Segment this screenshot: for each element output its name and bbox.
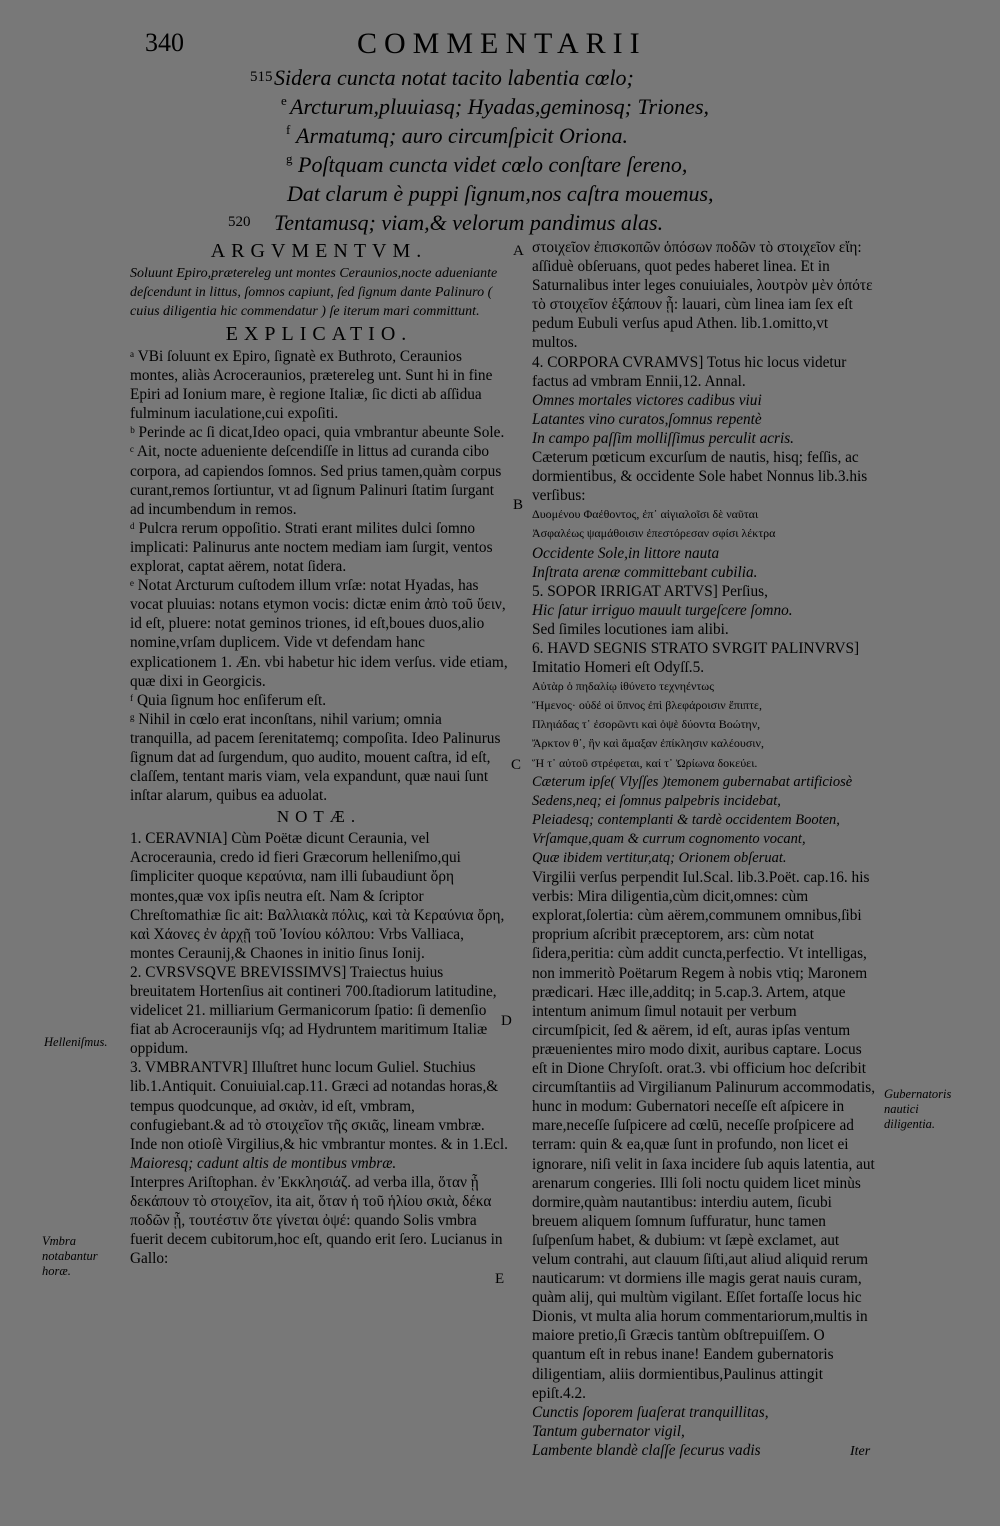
greek-verse: Πληιάδας τ᾽ ἐσορῶντι καὶ ὀψὲ δύοντα Βοώτην, [532,717,761,732]
poem-block [228,63,720,237]
explicatio-paragraph: ᶜ Ait, nocte adueniente deſcendiſſe in littus ad curanda cibo corpora, ad capiendos ſomnos. Sed prius tamen,quàm corpus curant,remos ſortiuntur, vt ad ſignum Palinuri ſtatim ſurgant ad incumbendum in remos. [130,443,502,518]
poem-line [250,92,720,121]
section-heading: ARGVMENTVM. [210,240,428,262]
explicatio-paragraph: ᵈ Pulcra rerum oppoſitio. Strati erant milites dulci ſomno implicati: Palinurus ante noctem mediam iam ſurgit, ventos explorat, captat aërem, notat ſidera. [130,519,493,576]
poem-text: Dat clarum è puppi ſignum,nos caſtra mouemus, [287,181,714,206]
greek-verse: Ἀσφαλέως ψαμάθοισιν ἐπεστόρεσαν σφίσι λέκτρα [532,526,776,541]
running-title: COMMENTARII [357,27,647,60]
quotation-line: Occidente Sole,in littore nauta [532,544,720,562]
quotation-line: Omnes mortales victores cadibus viui [532,391,762,409]
catchword: Iter [850,1444,871,1459]
note-paragraph: Sed ſimiles locutiones iam alibi. [532,620,729,638]
explicatio-paragraph: ᶠ Quia ſignum hoc enſiferum eſt. [130,691,327,709]
poem-text: Sidera cuncta notat tacito labentia cœlo; [274,65,634,90]
note-paragraph: στοιχεῖον ἐπισκοπῶν ὁπόσων ποδῶν τὸ στοιχεῖον εἴη: aſſiduè obſeruans, quot pedes haberet linea. Et in Saturnalibus inter leges conuiuiales, λουτρὸν μὲν ὁπότε τὸ στοιχεῖον ἑξάπουν ᾖ: lauari, cùm linea iam ſex eſt pedum Eubuli verſus apud Athen. lib.1.omitto,vt multos. [532,239,873,352]
margin-letter-a: A [513,243,524,259]
quotation-line: Quæ ibidem vertitur,atq; Orionem obſeruat. [532,850,787,866]
quotation-line: In campo paſſim molliſſimus perculit acris. [532,429,795,447]
margin-note-gubernator: Gubernatoris nautici diligentia. [884,1087,952,1131]
poem-text: Arcturum,pluuiasq; Hyadas,geminosq; Triones, [290,94,710,119]
greek-verse: Ἄρκτον θ᾽, ἣν καὶ ἄμαξαν ἐπίκλησιν καλέουσιν, [532,736,764,751]
greek-verse: Αὐτὰρ ὁ πηδαλίῳ ἰθύνετο τεχνηέντως [532,679,714,694]
greek-verse: Ἥμενος· οὐδέ οἱ ὕπνος ἐπὶ βλεφάροισιν ἔπιπτε, [532,698,762,713]
margin-note-hellenismus: Helleniſmus. [44,1035,108,1049]
explicatio-paragraph: ᵉ Notat Arcturum cuſtodem illum vrſæ: notat Hyadas, has vocat pluuias: notans etymon vocis: dictæ enim ἀπὸ τοῦ ὕειν, id eſt, pluere: notat geminos triones, id eſt,boues duos,alio nomine,vrſam duplicem. Vide vt defendam hanc explicationem 1. Æn. vbi habetur hic idem verſus. vide etiam, quæ dixi in Georgicis. [130,577,508,690]
footnote-marker: e [281,93,287,108]
quotation-line: Hic ſatur irriguo mauult turgeſcere ſomno. [532,601,793,619]
note-paragraph: 3. VMBRANTVR] Illuſtret hunc locum Guliel. Stuchius lib.1.Antiquit. Conuiuial.cap.11. Græci ad notandas horas,& tempus quodcunque, ad σκιὰν, id eſt, vmbram, confugiebant.& ad τὸ στοιχεῖον τῆς σκιᾶς, lineam vmbræ. Inde non otioſè Virgilius,& hic vmbrantur montes. & in 1.Ecl. [130,1059,508,1153]
line-number: 515 [250,69,273,85]
quotation-line: Lambente blandè claſſe ſecurus vadis [532,1441,761,1459]
poem-text: Armatumq; auro circumſpicit Oriona. [296,123,629,148]
quotation-line: Pleiadesq; contemplanti & tardè occidentem Booten, [532,811,840,828]
line-number: 520 [228,214,251,230]
explicatio-paragraph: ᵃ VBi ſoluunt ex Epiro, ſignatè ex Buthroto, Ceraunios montes, aliàs Acroceraunios, prætereleg unt. Sunt hi in fine Epiri ad Ionium mare, è regione Italiæ, ſic dicti ab aſſidua fulminum iaculatione,cui expoſiti. [130,348,493,423]
poem-line [228,208,720,237]
quotation-line: Vrſamque,quam & currum cognomento vocant, [532,830,806,847]
page-number: 340 [145,28,184,57]
poem-line [250,63,720,92]
poem-line [250,121,720,150]
quotation-line: Cunctis ſoporem ſuaſerat tranquillitas, [532,1403,769,1421]
argument-paragraph: Soluunt Epiro,prætereleg unt montes Ceraunios,nocte adueniante deſcendunt in littus, ſomnos capiunt, ſed ſignum dante Palinuro ( cuius diligentia hic commendatur ) ſe iterum mari committunt. [130,266,498,319]
poem-text: Tentamusq; viam,& velorum pandimus alas. [274,210,664,235]
quotation-line: Cæterum ipſe( Vlyſſes )temonem gubernabat artificiosè [532,773,853,790]
poem-line [250,179,720,208]
note-paragraph: 1. CERAVNIA] Cùm Poëtæ dicunt Ceraunia, vel Acroceraunia, credo id fieri Græcorum helleniſmo,qui ſimpliciter quoque κεραύνια, nam illi ſubaudiunt ὄρη montes,quæ vox ipſis neutra eſt. Nam & ſcriptor Chreſtomathiæ ſic ait: Βαλλιακὰ πόλις, καὶ τὰ Κεραύνια ὄρη, καὶ Χάονες ἐν ἀρχῇ τοῦ Ἰονίου κόλπου: Vrbs Valliaca, montes Ceraunij,& Chaones in initio ſinus Ionij. [130,830,505,962]
note-paragraph: 6. HAVD SEGNIS STRATO SVRGIT PALINVRVS] Imitatio Homeri eſt Odyſſ.5. [532,639,860,677]
quotation-line: Maioresq; cadunt altis de montibus vmbræ. [130,1154,397,1172]
poem-text: Poſtquam cuncta videt cœlo conſtare ſereno, [298,152,688,177]
footnote-marker: g [286,151,293,166]
left-column [130,238,508,1268]
margin-letter-e: E [495,1271,505,1287]
greek-verse: Ἥ τ᾽ αὐτοῦ στρέφεται, καί τ᾽ Ὠρίωνα δοκεύει. [532,755,758,770]
note-paragraph: Virgilii verſus perpendit Iul.Scal. lib.3.Poët. cap.16. his verbis: Mira diligentia,cùm dicit,omnes: cùm explorat,ſolertia: cùm aërem,communem omnibus,ſibi proprium aſcribit præceptorem, ars: cùm notat ſidera,peritia: cùm addit cuncta,perfectio. Vt intelligas, non immeritò Poëtarum Regem à nobis vtiq; Maronem prædicari. Hæc ille,additq; in 5.cap.3. Artem, atque intentum animum ſimul notauit per verbum circumſpicit, ſed & aërem, id eſt, auras ipſas ventum præuenientes miro modo dixit, auribus captare. Locus eſt in Dione Chryſoſt. orat.3. vbi officium hoc deſcribit circumſtantiis ad Virgilianum Palinurum accommodatis, hunc in modum: Gubernatori neceſſe eſt aſpicere in mare,neceſſe ſuſpicere ad cœlū, neceſſe proſpicere ad terram: quin & ea,quæ ſunt in profundo, non licet ei ignorare, niſi velit in ſaxa incidere ſub aquis latentia, aut arenarum congeries. Illi ſoli noctu quidem licet minùs dormire,quàm nautantibus: interdiu autem, ſicubi breuem aliquem ſomnum ſuffuratur, hunc tamen ſuſpenſum habet, & dubium: vt ſæpè exclamet, aut velum contrahi, aut clauum ſiſti,aut aliud aliquid rerum nauticarum: vt dormiens ille magis gerat nauis curam, quàm alij, qui multùm vigilant. Eſſet fortaſſe locus hic Dionis, vt multa alia horum commentariorum,multis in maiore pretio,ſi Græcis tantùm obſtrepuiſſem. O quantum eſt in rebus inane! Eandem gubernatoris diligentiam, aliis dormientibus,Paulinus attingit epiſt.4.2. [532,869,876,1402]
note-paragraph: 2. CVRSVSQVE BREVISSIMVS] Traiectus huius breuitatem Hortenſius ait contineri 700.ſtadiorum latitudine, videlicet 21. milliarium Germanicorum ſpatio: ſi demenſio fiat ab Acroceraunijs vſq; ad Hydruntem maritimum Italiæ oppidum. [130,963,497,1058]
quotation-line: Sedens,neq; ei ſomnus palpebris incidebat, [532,792,781,809]
quotation-line: Tantum gubernator vigil, [532,1422,685,1440]
margin-letter-b: B [513,497,524,513]
explicatio-paragraph: ᵇ Perinde ac ſi dicat,Ideo opaci, quia vmbrantur abeunte Sole. [130,424,505,442]
poem-line [250,150,720,179]
note-paragraph: Interpres Ariſtophan. ἐν Ἐκκλησιάζ. ad verba illa, ὅταν ᾖ δεκάπουν τὸ στοιχεῖον, ita ait, ὅταν ἡ τοῦ ἡλίου σκιὰ, δέκα ποδῶν ᾖ, τουτέστιν ὅτε γίνεται ὀψέ: quando Solis vmbra fuerit decem cubitorum,hoc eſt, quando erit ſero. Lucianus in Gallo: [130,1173,503,1268]
notae-heading: NOTÆ. [276,807,362,827]
greek-verse: Δυομένου Φαέθοντος, ἐπ᾽ αἰγιαλοῖσι δὲ ναῦται [532,507,759,522]
note-paragraph: 5. SOPOR IRRIGAT ARTVS] Perſius, [532,582,768,600]
note-paragraph: Cæterum pœticum excurſum de nautis, hisq; feſſis, ac dormientibus, & occidente Sole habet Nonnus lib.3.his verſibus: [532,449,868,505]
quotation-line: Inſtrata arenæ committebant cubilia. [532,563,758,581]
quotation-line: Latantes vino curatos,ſomnus repentè [532,410,762,428]
margin-letter-d: D [501,1013,512,1029]
section-heading: EXPLICATIO. [225,323,413,345]
right-column [532,238,877,1460]
margin-letter-c: C [511,757,522,773]
footnote-marker: f [286,122,291,137]
note-paragraph: 4. CORPORA CVRAMVS] Totus hic locus videtur factus ad vmbram Ennii,12. Annal. [532,353,847,390]
explicatio-paragraph: ᵍ Nihil in cœlo erat inconſtans, nihil varium; omnia tranquilla, ad pacem ſerenitatemq; compoſita. Ideo Palinurus ſignum dat ad ſurgendum, quo audito, mouent caſtra, id eſt, claſſem, tentant maris viam, vela expandunt, quæ naui ſunt inſtar alarum, quibus ea aduolat. [130,710,501,805]
margin-note-umbra: Vmbra notabantur horæ. [42,1234,98,1278]
